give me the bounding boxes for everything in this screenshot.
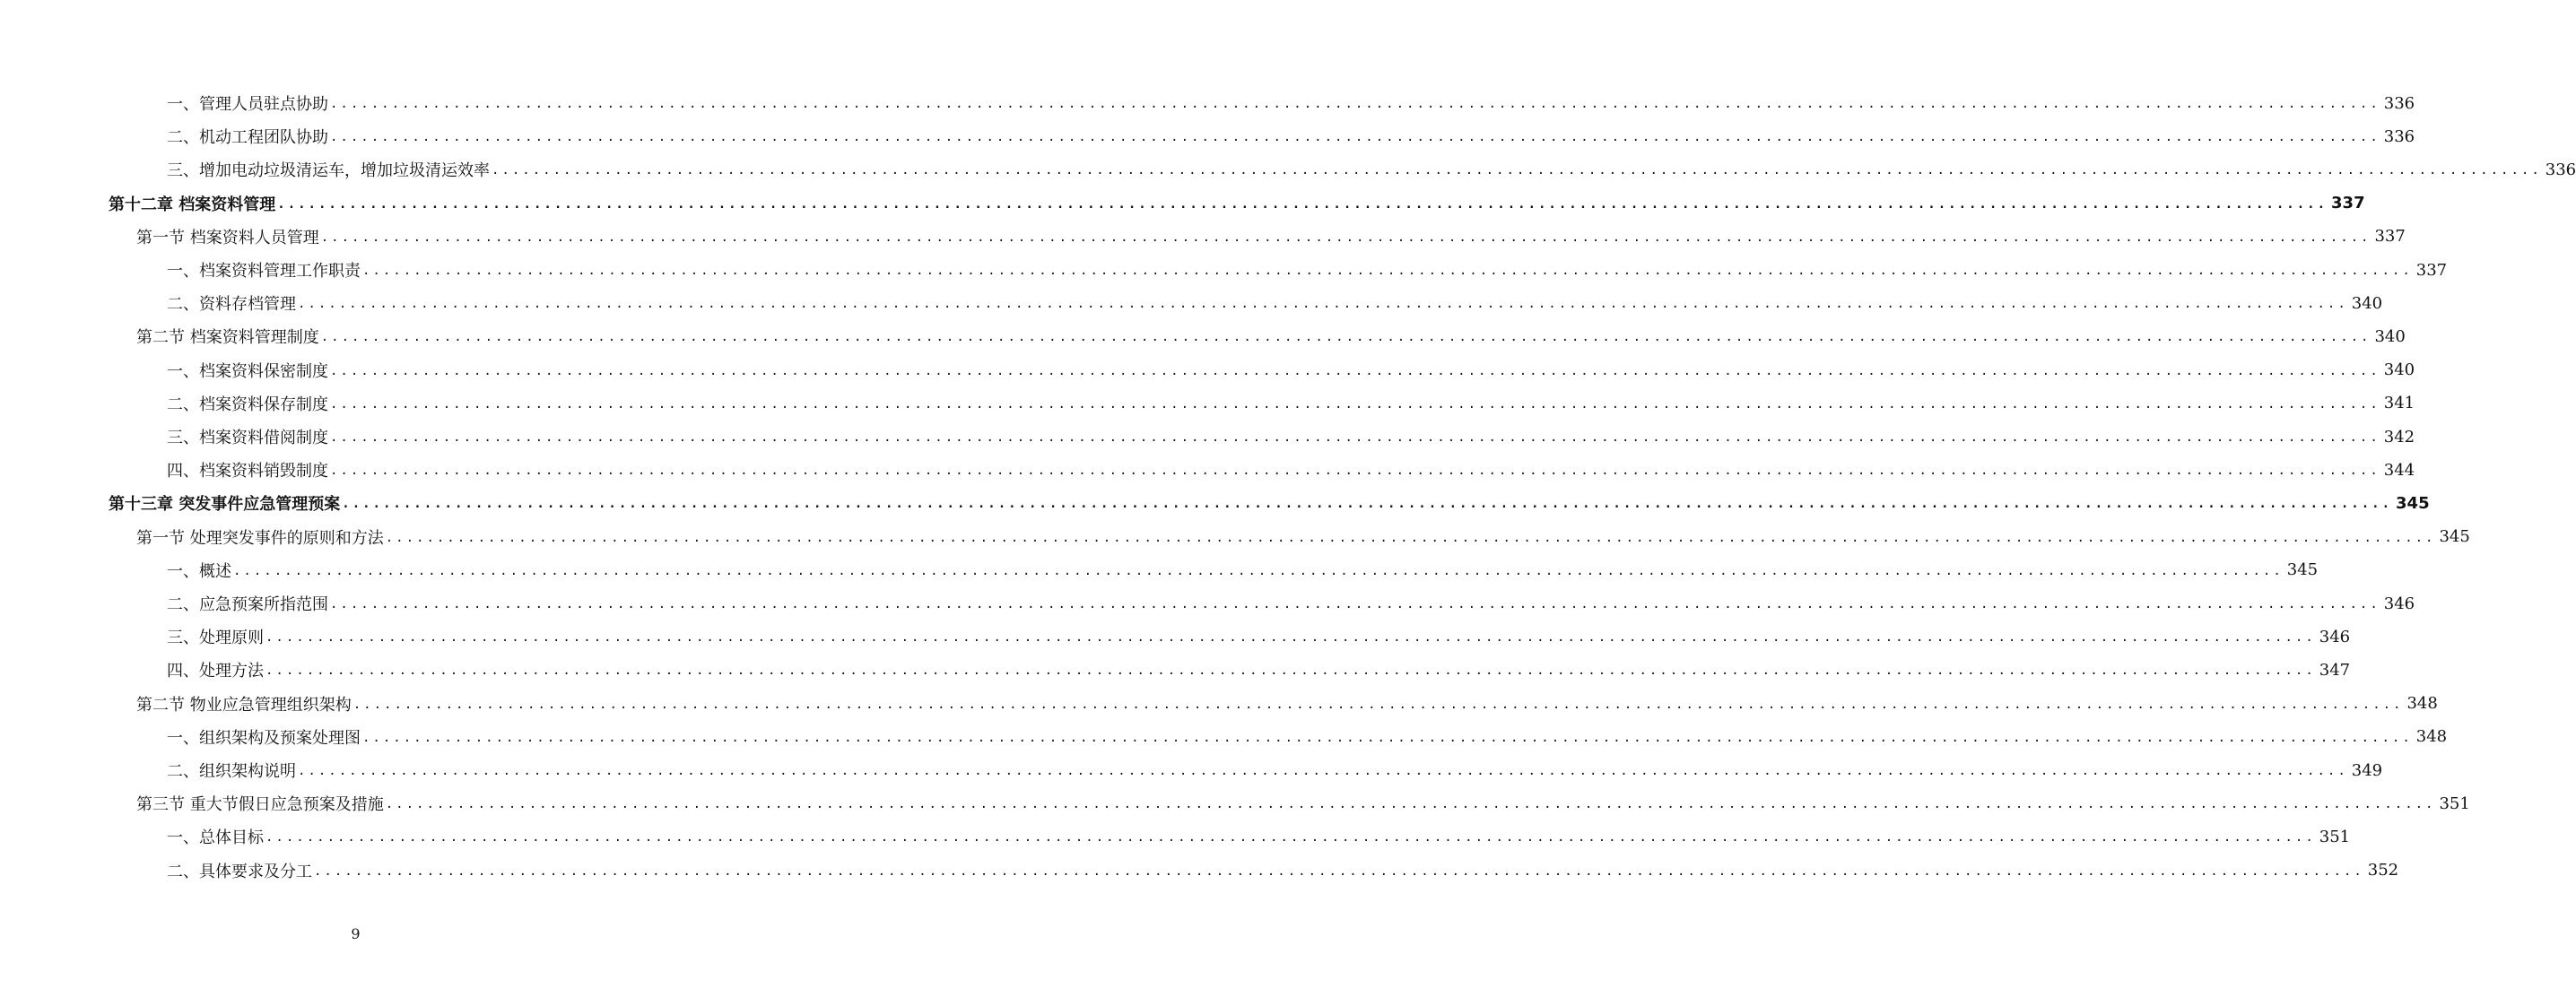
toc-entry-title: 第十三章 突发事件应急管理预案 <box>109 495 341 515</box>
toc-dot-leader: ........................................................................................................................................................................................................ <box>330 130 2380 145</box>
toc-entry-title: 二、应急预案所指范围 <box>167 595 328 614</box>
toc-entry-title: 第二节 档案资料管理制度 <box>136 328 319 348</box>
toc-entry-title: 第一节 处理突发事件的原则和方法 <box>136 528 384 548</box>
toc-dot-leader: ........................................................................................................................................................................................................ <box>385 797 2436 812</box>
toc-subsection-entry[interactable] <box>167 456 2415 483</box>
toc-subsection-entry[interactable] <box>167 423 2415 450</box>
toc-entry-page: 348 <box>2406 694 2438 714</box>
toc-entry-title: 一、概述 <box>167 561 231 581</box>
toc-dot-leader: ........................................................................................................................................................................................................ <box>233 563 2284 578</box>
toc-subsection-entry[interactable] <box>167 390 2415 417</box>
toc-entry-page: 336 <box>2383 93 2415 113</box>
toc-subsection-entry[interactable] <box>167 156 2576 183</box>
toc-entry-title: 一、档案资料管理工作职责 <box>167 262 361 281</box>
toc-dot-leader: ........................................................................................................................................................................................................ <box>385 530 2436 545</box>
toc-chapter-entry[interactable] <box>109 190 2365 217</box>
toc-dot-leader: ........................................................................................................................................................................................................ <box>330 464 2380 479</box>
toc-section-entry[interactable] <box>136 524 2470 551</box>
toc-dot-leader: ........................................................................................................................................................................................................ <box>298 297 2348 312</box>
toc-dot-leader: ........................................................................................................................................................................................................ <box>265 830 2316 846</box>
toc-dot-leader: ........................................................................................................................................................................................................ <box>320 230 2371 245</box>
toc-dot-leader: ........................................................................................................................................................................................................ <box>314 863 2364 879</box>
toc-dot-leader: ........................................................................................................................................................................................................ <box>342 497 2393 512</box>
toc-dot-leader: ........................................................................................................................................................................................................ <box>265 630 2316 646</box>
toc-subsection-entry[interactable] <box>167 757 2383 784</box>
toc-entry-title: 第一节 档案资料人员管理 <box>136 228 319 247</box>
toc-entry-title: 一、管理人员驻点协助 <box>167 95 328 114</box>
toc-dot-leader: ........................................................................................................................................................................................................ <box>330 363 2380 378</box>
toc-dot-leader: ........................................................................................................................................................................................................ <box>362 264 2413 278</box>
toc-subsection-entry[interactable] <box>167 290 2383 317</box>
toc-entry-page: 346 <box>2319 627 2351 646</box>
toc-entry-title: 三、档案资料借阅制度 <box>167 429 328 447</box>
toc-dot-leader: ........................................................................................................................................................................................................ <box>298 764 2348 778</box>
toc-entry-title: 四、处理方法 <box>167 662 264 681</box>
toc-dot-leader: ........................................................................................................................................................................................................ <box>330 597 2380 611</box>
toc-section-entry[interactable] <box>136 223 2406 250</box>
toc-dot-leader: ........................................................................................................................................................................................................ <box>362 730 2413 745</box>
toc-subsection-entry[interactable] <box>167 557 2319 584</box>
toc-dot-leader: ........................................................................................................................................................................................................ <box>330 396 2380 412</box>
page-number: 9 <box>351 925 361 942</box>
toc-entry-page: 347 <box>2319 660 2351 680</box>
toc-entry-title: 一、档案资料保密制度 <box>167 361 328 381</box>
toc-subsection-entry[interactable] <box>167 857 2399 884</box>
toc-dot-leader: ........................................................................................................................................................................................................ <box>277 196 2328 212</box>
toc-entry-title: 三、处理原则 <box>167 629 264 648</box>
toc-subsection-entry[interactable] <box>167 90 2415 117</box>
toc-entry-page: 345 <box>2439 527 2470 547</box>
toc-entry-page: 336 <box>2545 160 2576 179</box>
toc-subsection-entry[interactable] <box>167 724 2448 750</box>
toc-chapter-entry[interactable] <box>109 490 2430 516</box>
toc-entry-page: 351 <box>2319 827 2351 846</box>
toc-subsection-entry[interactable] <box>167 123 2415 150</box>
toc-entry-page: 337 <box>2331 194 2365 213</box>
toc-entry-page: 340 <box>2383 360 2415 380</box>
toc-entry-title: 第二节 物业应急管理组织架构 <box>136 695 352 715</box>
toc-entry-title: 二、组织架构说明 <box>167 762 296 781</box>
toc-entry-page: 337 <box>2374 227 2406 247</box>
toc-entry-page: 345 <box>2396 493 2430 513</box>
toc-entry-page: 346 <box>2383 594 2415 613</box>
toc-dot-leader: ........................................................................................................................................................................................................ <box>265 663 2316 679</box>
toc-entry-page: 342 <box>2383 427 2415 447</box>
toc-entry-page: 337 <box>2415 260 2448 280</box>
toc-entry-page: 349 <box>2351 760 2383 780</box>
toc-entry-title: 二、机动工程团队协助 <box>167 128 328 148</box>
toc-dot-leader: ........................................................................................................................................................................................................ <box>492 163 2542 178</box>
toc-subsection-entry[interactable] <box>167 256 2448 283</box>
toc-entry-title: 二、资料存档管理 <box>167 295 296 315</box>
toc-subsection-entry[interactable] <box>167 623 2351 650</box>
toc-entry-page: 351 <box>2439 794 2470 813</box>
toc-entry-page: 341 <box>2383 394 2415 413</box>
toc-entry-page: 340 <box>2351 293 2383 313</box>
toc-subsection-entry[interactable] <box>167 656 2351 683</box>
toc-section-entry[interactable] <box>136 690 2438 717</box>
toc-entry-title: 第十二章 档案资料管理 <box>109 195 276 214</box>
toc-entry-page: 348 <box>2415 727 2448 747</box>
toc-entry-page: 336 <box>2383 126 2415 146</box>
toc-entry-page: 345 <box>2286 560 2319 580</box>
toc-section-entry[interactable] <box>136 323 2406 350</box>
toc-entry-title: 一、组织架构及预案处理图 <box>167 728 361 748</box>
toc-entry-page: 340 <box>2374 326 2406 346</box>
toc-section-entry[interactable] <box>136 790 2470 817</box>
toc-entry-title: 二、档案资料保存制度 <box>167 395 328 414</box>
toc-entry-title: 一、总体目标 <box>167 828 264 848</box>
toc-entry-title: 三、增加电动垃圾清运车，增加垃圾清运效率 <box>167 161 490 181</box>
toc-entry-title: 二、具体要求及分工 <box>167 862 312 881</box>
toc-entry-title: 四、档案资料销毁制度 <box>167 462 328 481</box>
toc-subsection-entry[interactable] <box>167 590 2415 617</box>
toc-entry-page: 344 <box>2383 460 2415 480</box>
toc-dot-leader: ........................................................................................................................................................................................................ <box>352 697 2404 712</box>
toc-entry-page: 352 <box>2367 861 2399 880</box>
toc-dot-leader: ........................................................................................................................................................................................................ <box>330 97 2380 111</box>
toc-subsection-entry[interactable] <box>167 357 2415 384</box>
toc-dot-leader: ........................................................................................................................................................................................................ <box>320 330 2371 345</box>
toc-entry-title: 第三节 重大节假日应急预案及措施 <box>136 795 384 815</box>
toc-subsection-entry[interactable] <box>167 823 2351 850</box>
toc-dot-leader: ........................................................................................................................................................................................................ <box>330 430 2380 445</box>
